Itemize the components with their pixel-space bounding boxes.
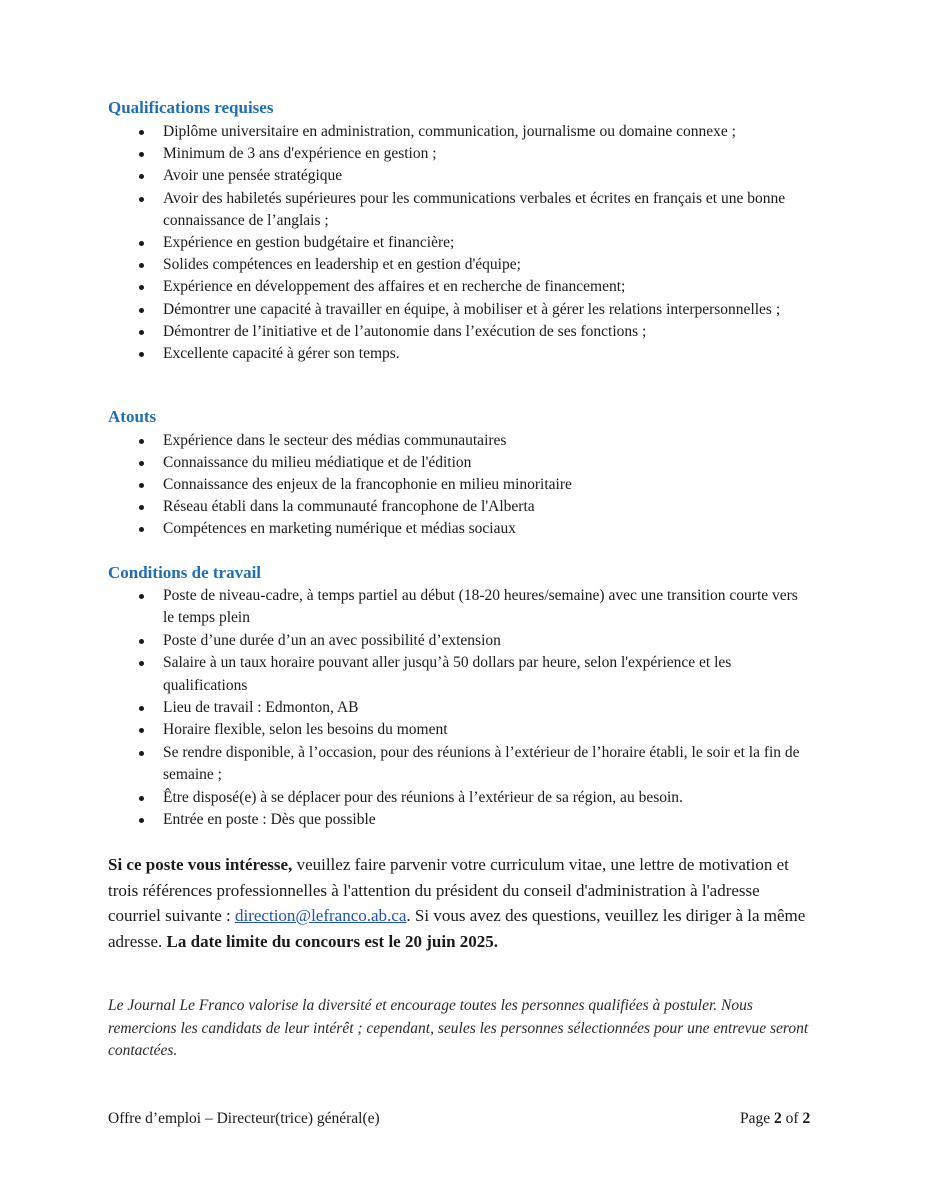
qualifications-heading: Qualifications requises (108, 98, 274, 117)
list-item: Horaire flexible, selon les besoins du moment (163, 719, 803, 741)
atouts-heading: Atouts (108, 407, 157, 426)
list-item: Expérience en gestion budgétaire et financière; (163, 232, 803, 254)
list-item: Diplôme universitaire en administration, communication, journalisme ou domaine connexe ; (163, 121, 803, 143)
deadline-text: La date limite du concours est le 20 juin 2025. (166, 931, 499, 951)
list-item: Salaire à un taux horaire pouvant aller jusqu’à 50 dollars par heure, selon l'expérience et les qualifications (163, 652, 803, 697)
page-middle: of (781, 1110, 803, 1127)
list-item: Avoir des habiletés supérieures pour les communications verbales et écrites en français et une bonne connaissance de l’anglais ; (163, 188, 803, 232)
application-lead: Si ce poste vous intéresse, (108, 855, 293, 874)
application-text-2: . Si vous avez des questions, veuillez les diriger à la même adresse. (108, 906, 806, 951)
page-total: 2 (802, 1110, 811, 1127)
list-item: Expérience dans le secteur des médias communautaires (163, 430, 803, 452)
list-item: Solides compétences en leadership et en gestion d'équipe; (163, 254, 803, 276)
footer-page-number (740, 1109, 810, 1129)
list-item: Réseau établi dans la communauté francophone de l'Alberta (163, 496, 803, 518)
list-item: Compétences en marketing numérique et médias sociaux (163, 518, 803, 540)
list-item: Poste d’une durée d’un an avec possibilité d’extension (163, 630, 803, 652)
conditions-heading: Conditions de travail (108, 563, 262, 582)
list-item: Démontrer de l’initiative et de l’autonomie dans l’exécution de ses fonctions ; (163, 321, 803, 343)
list-item: Entrée en poste : Dès que possible (163, 809, 803, 831)
list-item: Se rendre disponible, à l’occasion, pour des réunions à l’extérieur de l’horaire établi, le soir et la fin de semaine ; (163, 742, 803, 787)
list-item: Démontrer une capacité à travailler en équipe, à mobiliser et à gérer les relations interpersonnelles ; (163, 299, 803, 321)
page-current: 2 (774, 1110, 782, 1127)
list-item: Expérience en développement des affaires et en recherche de financement; (163, 276, 803, 298)
diversity-note: Le Journal Le Franco valorise la diversité et encourage toutes les personnes qualifiées à postuler. Nous remercions les candidats de leur intérêt ; cependant, seules les personnes sélectionnées pour une entrevue seront contactées. (108, 997, 809, 1059)
list-item: Être disposé(e) à se déplacer pour des réunions à l’extérieur de sa région, au besoin. (163, 787, 803, 809)
application-text-1: veuillez faire parvenir votre curriculum vitae, une lettre de motivation et trois références professionnelles à l'attention du président du conseil d'administration à l'adresse courriel suivante : (108, 855, 789, 925)
qualifications-list (163, 121, 803, 365)
page-prefix: Page (740, 1110, 775, 1127)
email-link[interactable]: direction@lefranco.ab.ca (235, 906, 407, 925)
conditions-list (163, 585, 803, 831)
application-paragraph (108, 852, 808, 954)
list-item: Avoir une pensée stratégique (163, 165, 803, 187)
atouts-list (163, 430, 803, 540)
list-item: Poste de niveau-cadre, à temps partiel au début (18-20 heures/semaine) avec une transition courte vers le temps plein (163, 585, 803, 630)
footer-title: Offre d’emploi – Directeur(trice) général(e) (108, 1110, 380, 1127)
list-item: Lieu de travail : Edmonton, AB (163, 697, 803, 719)
list-item: Excellente capacité à gérer son temps. (163, 343, 803, 365)
list-item: Connaissance des enjeux de la francophonie en milieu minoritaire (163, 474, 803, 496)
list-item: Minimum de 3 ans d'expérience en gestion ; (163, 143, 803, 165)
list-item: Connaissance du milieu médiatique et de l'édition (163, 452, 803, 474)
